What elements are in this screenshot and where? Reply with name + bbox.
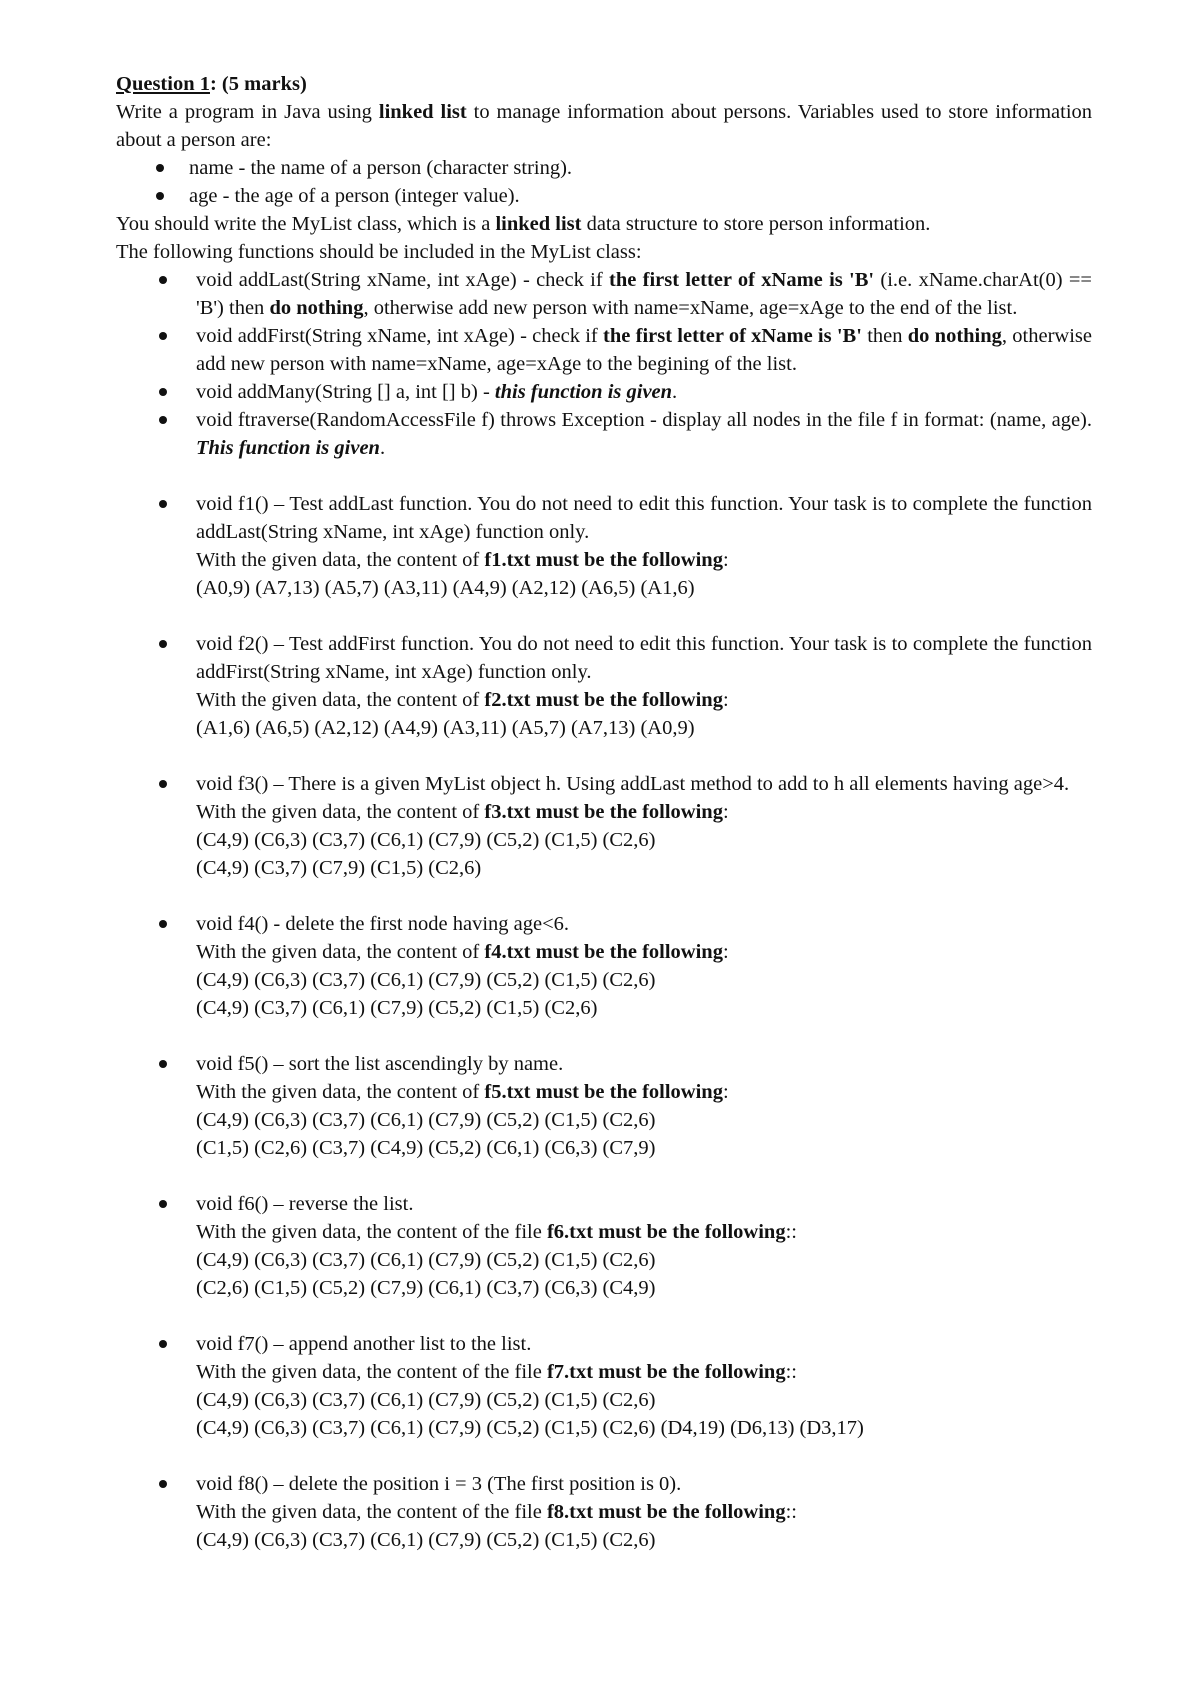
task-description: void f1() – Test addLast function. You do not need to edit this function. Your task is to complete the function addLast(String xName, int xAge) function only. — [196, 493, 1092, 543]
task-f8 — [116, 1470, 1096, 1554]
question-marks: : (5 marks) — [209, 73, 307, 95]
output-line: (C4,9) (C6,3) (C3,7) (C6,1) (C7,9) (C5,2) (C1,5) (C2,6) — [196, 829, 656, 851]
addfirst-text-3: , otherwise add new person with name=xName, age=xAge to the begining of the list. — [196, 325, 1092, 375]
ftraverse-text: void ftraverse(RandomAccessFile f) throws Exception - display all nodes in the file f in format: (name, age). — [196, 409, 1092, 431]
output-line: (C4,9) (C6,3) (C3,7) (C6,1) (C7,9) (C5,2) (C1,5) (C2,6) — [196, 969, 656, 991]
expected-colon: : — [722, 1081, 729, 1103]
addmany-end: . — [672, 381, 678, 403]
output-line: (C4,9) (C6,3) (C3,7) (C6,1) (C7,9) (C5,2) (C1,5) (C2,6) — [196, 1529, 656, 1551]
output-line: (C4,9) (C6,3) (C3,7) (C6,1) (C7,9) (C5,2) (C1,5) (C2,6) (D4,19) (D6,13) (D3,17) — [196, 1417, 864, 1439]
ftraverse-end: . — [379, 437, 386, 459]
bullet-icon — [159, 276, 167, 284]
list-item — [116, 378, 1096, 406]
bullet-icon — [159, 416, 167, 424]
expected-text: With the given data, the content of the file — [196, 1361, 547, 1383]
class-text: You should write the MyList class, which is a — [116, 213, 496, 235]
expected-emphasis: must be the following — [593, 1501, 786, 1523]
variable-age-desc: age - the age of a person (integer value). — [189, 185, 520, 207]
task-f3 — [116, 770, 1096, 882]
expected-emphasis: must be the following — [530, 941, 723, 963]
addlast-condition: the first letter of xName is 'B' — [609, 269, 875, 291]
task-expected — [196, 686, 1096, 714]
output-line: (C4,9) (C6,3) (C3,7) (C6,1) (C7,9) (C5,2) (C1,5) (C2,6) — [196, 1249, 656, 1271]
bullet-icon — [159, 388, 167, 396]
task-expected — [196, 1078, 1096, 1106]
task-expected — [196, 1358, 1096, 1386]
addfirst-action: do nothing — [907, 325, 1002, 347]
file-name: f6.txt — [546, 1221, 594, 1243]
question-title: Question 1 — [116, 73, 210, 95]
task-expected — [196, 798, 1096, 826]
list-item — [116, 406, 1096, 462]
variable-list — [116, 154, 1096, 210]
bullet-icon — [156, 164, 164, 172]
task-f1 — [116, 490, 1096, 602]
task-f4 — [116, 910, 1096, 1022]
task-f6 — [116, 1190, 1096, 1302]
list-item — [116, 182, 1096, 210]
bullet-icon — [159, 500, 167, 508]
class-paragraph — [116, 210, 1096, 238]
expected-text: With the given data, the content of the file — [196, 1221, 547, 1243]
bullet-icon — [159, 1200, 167, 1208]
intro-text: Write a program in Java using — [116, 101, 379, 123]
file-name: f3.txt — [484, 801, 531, 823]
expected-emphasis: must be the following — [530, 549, 723, 571]
task-list — [116, 490, 1096, 1554]
bullet-icon — [159, 780, 167, 788]
bullet-icon — [159, 920, 167, 928]
class-text-cont: data structure to store person information. — [581, 213, 931, 235]
expected-emphasis: must be the following — [530, 801, 723, 823]
expected-text: With the given data, the content of the file — [196, 1501, 547, 1523]
expected-colon: :: — [785, 1501, 797, 1523]
question-heading — [116, 70, 1096, 98]
ftraverse-given: This function is given — [196, 437, 380, 459]
output-line: (A1,6) (A6,5) (A2,12) (A4,9) (A3,11) (A5,7) (A7,13) (A0,9) — [196, 717, 695, 739]
task-description: void f3() – There is a given MyList object h. Using addLast method to add to h all elements having age>4. — [196, 773, 1070, 795]
document-page — [116, 70, 1096, 1554]
expected-emphasis: must be the following — [593, 1361, 786, 1383]
addmany-given: this function is given — [494, 381, 673, 403]
expected-colon: :: — [785, 1361, 797, 1383]
addfirst-text: void addFirst(String xName, int xAge) - check if — [196, 325, 604, 347]
expected-colon: :: — [785, 1221, 797, 1243]
list-item — [116, 154, 1096, 182]
bullet-icon — [159, 332, 167, 340]
bullet-icon — [156, 192, 164, 200]
output-line: (C4,9) (C6,3) (C3,7) (C6,1) (C7,9) (C5,2) (C1,5) (C2,6) — [196, 1389, 656, 1411]
task-f7 — [116, 1330, 1096, 1442]
list-item — [116, 322, 1096, 378]
task-description: void f6() – reverse the list. — [196, 1193, 414, 1215]
expected-text: With the given data, the content of — [196, 801, 485, 823]
bullet-icon — [159, 1480, 167, 1488]
output-line: (C4,9) (C6,3) (C3,7) (C6,1) (C7,9) (C5,2) (C1,5) (C2,6) — [196, 1109, 656, 1131]
bullet-icon — [159, 1060, 167, 1068]
function-list — [116, 266, 1096, 462]
intro-text-cont: to manage information about persons. Variables used to store information about a person are: — [116, 101, 1093, 151]
task-expected — [196, 1218, 1096, 1246]
file-name: f2.txt — [484, 689, 531, 711]
output-line: (A0,9) (A7,13) (A5,7) (A3,11) (A4,9) (A2,12) (A6,5) (A1,6) — [196, 577, 695, 599]
task-expected — [196, 546, 1096, 574]
task-expected — [196, 1498, 1096, 1526]
expected-colon: : — [722, 941, 729, 963]
addlast-text-3: , otherwise add new person with name=xName, age=xAge to the end of the list. — [363, 297, 1018, 319]
task-f2 — [116, 630, 1096, 742]
intro-emphasis: linked list — [378, 101, 467, 123]
bullet-icon — [159, 640, 167, 648]
file-name: f5.txt — [484, 1081, 531, 1103]
list-item — [116, 266, 1096, 322]
variable-name-desc: name - the name of a person (character string). — [189, 157, 573, 179]
expected-emphasis: must be the following — [593, 1221, 786, 1243]
expected-text: With the given data, the content of — [196, 941, 485, 963]
task-description: void f7() – append another list to the list. — [196, 1333, 532, 1355]
task-description: void f8() – delete the position i = 3 (The first position is 0). — [196, 1473, 682, 1495]
file-name: f1.txt — [484, 549, 531, 571]
task-expected — [196, 938, 1096, 966]
file-name: f8.txt — [546, 1501, 594, 1523]
expected-colon: : — [722, 689, 729, 711]
output-line: (C1,5) (C2,6) (C3,7) (C4,9) (C5,2) (C6,1) (C6,3) (C7,9) — [196, 1137, 656, 1159]
expected-text: With the given data, the content of — [196, 1081, 485, 1103]
addlast-action: do nothing — [269, 297, 364, 319]
addfirst-condition: the first letter of xName is 'B' — [603, 325, 862, 347]
bullet-icon — [159, 1340, 167, 1348]
expected-emphasis: must be the following — [530, 689, 723, 711]
expected-colon: : — [722, 801, 729, 823]
intro-paragraph — [116, 98, 1096, 154]
addlast-text-2: (i.e. xName.charAt(0) == 'B') then — [196, 269, 1092, 319]
output-line: (C2,6) (C1,5) (C5,2) (C7,9) (C6,1) (C3,7) (C6,3) (C4,9) — [196, 1277, 656, 1299]
expected-text: With the given data, the content of — [196, 689, 485, 711]
file-name: f7.txt — [546, 1361, 594, 1383]
file-name: f4.txt — [484, 941, 531, 963]
task-description: void f4() - delete the first node having age<6. — [196, 913, 570, 935]
output-line: (C4,9) (C3,7) (C6,1) (C7,9) (C5,2) (C1,5) (C2,6) — [196, 997, 598, 1019]
expected-text: With the given data, the content of — [196, 549, 485, 571]
addlast-text: void addLast(String xName, int xAge) - check if — [196, 269, 609, 291]
task-description: void f5() – sort the list ascendingly by name. — [196, 1053, 564, 1075]
task-f5 — [116, 1050, 1096, 1162]
expected-emphasis: must be the following — [530, 1081, 723, 1103]
output-line: (C4,9) (C3,7) (C7,9) (C1,5) (C2,6) — [196, 857, 482, 879]
functions-intro: The following functions should be included in the MyList class: — [116, 241, 642, 263]
expected-colon: : — [722, 549, 729, 571]
class-emphasis: linked list — [495, 213, 582, 235]
task-description: void f2() – Test addFirst function. You do not need to edit this function. Your task is to complete the function addFirst(String xName, int xAge) function only. — [196, 633, 1092, 683]
addfirst-text-2: then — [861, 325, 908, 347]
addmany-text: void addMany(String [] a, int [] b) - — [196, 381, 495, 403]
